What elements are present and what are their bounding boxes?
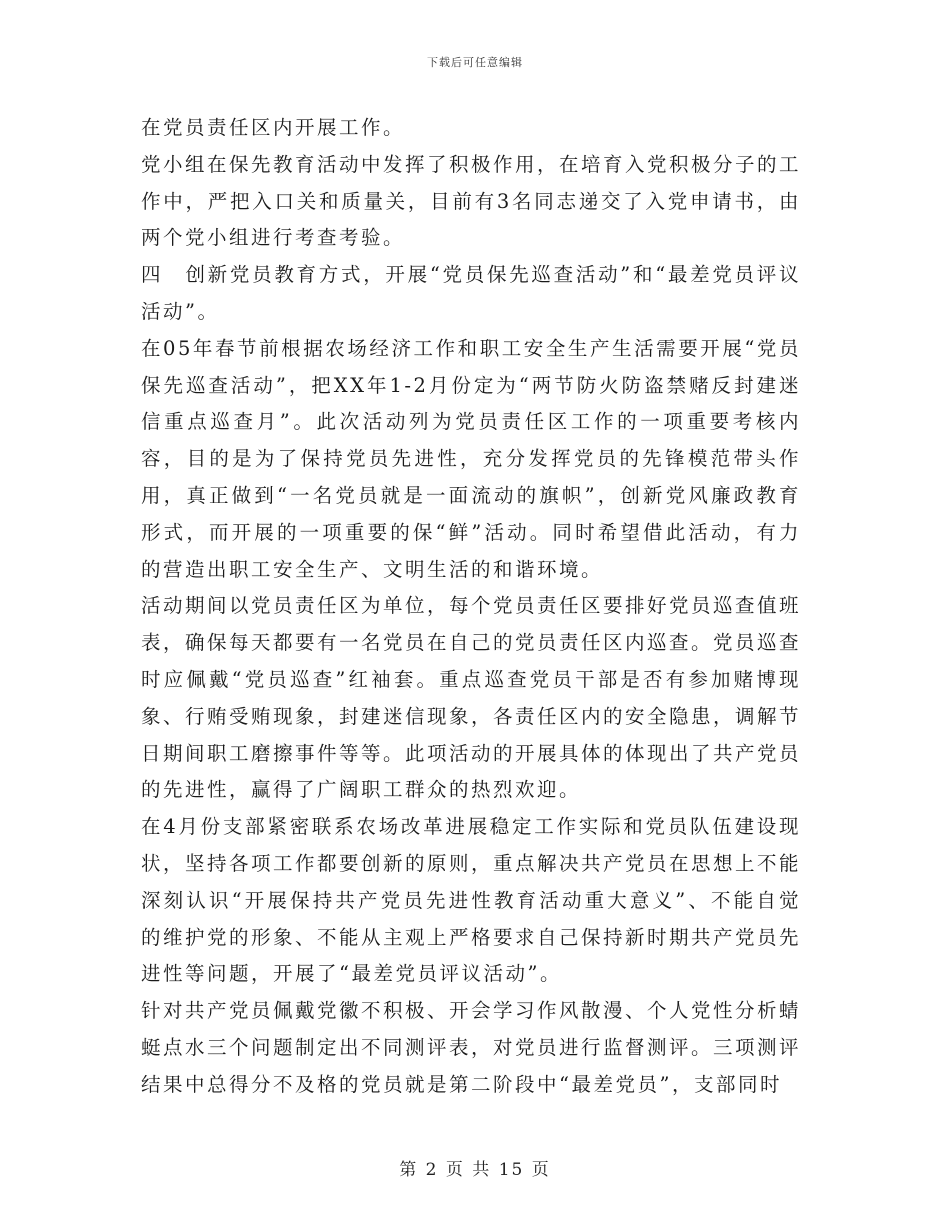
paragraph-6: 在4月份支部紧密联系农场改革进展稳定工作实际和党员队伍建设现状，坚持各项工作都要创新的原则，重点解决共产党员在思想上不能深刻认识“开展保持共产党员先进性教育活动重大意义”、不能自觉的维护党的形象、不能从主观上严格要求自己保持新时期共产党员先进性等问题，开展了“最差党员评议活动”。 <box>141 815 802 986</box>
paragraph-2: 党小组在保先教育活动中发挥了积极作用，在培育入党积极分子的工作中，严把入口关和质量关，目前有3名同志递交了入党申请书，由两个党小组进行考查考验。 <box>141 152 802 250</box>
paragraph-4: 在05年春节前根据农场经济工作和职工安全生产生活需要开展“党员保先巡查活动”，把XX年1-2月份定为“两节防火防盗禁赌反封建迷信重点巡查月”。此次活动列为党员责任区工作的一项重要考核内容，目的是为了保持党员先进性，充分发挥党员的先锋模范带头作用，真正做到“一名党员就是一面流动的旗帜”，创新党风廉政教育形式，而开展的一项重要的保“鲜”活动。同时希望借此活动，有力的营造出职工安全生产、文明生活的和谐环境。 <box>141 336 801 581</box>
paragraph-5: 活动期间以党员责任区为单位，每个党员责任区要排好党员巡查值班表，确保每天都要有一名党员在自己的党员责任区内巡查。党员巡查时应佩戴“党员巡查”红袖套。重点巡查党员干部是否有参加赌博现象、行贿受贿现象，封建迷信现象，各责任区内的安全隐患，调解节日期间职工磨擦事件等等。此项活动的开展具体的体现出了共产党员的先进性，赢得了广阔职工群众的热烈欢迎。 <box>141 594 802 802</box>
paragraph-1: 在党员责任区内开展工作。 <box>141 116 406 139</box>
paragraph-7: 针对共产党员佩戴党徽不积极、开会学习作风散漫、个人党性分析蜻蜓点水三个问题制定出不同测评表，对党员进行监督测评。三项测评结果中总得分不及格的党员就是第二阶段中“最差党员”，支部同时 <box>141 999 802 1096</box>
document-body <box>141 110 801 1104</box>
paragraph-3-section-heading: 四 创新党员教育方式，开展“党员保先巡查活动”和“最差党员评议活动”。 <box>141 263 801 323</box>
page-header-note: 下载后可任意编辑 <box>427 56 523 69</box>
page-number-footer: 第 2 页 共 15 页 <box>399 1160 551 1180</box>
